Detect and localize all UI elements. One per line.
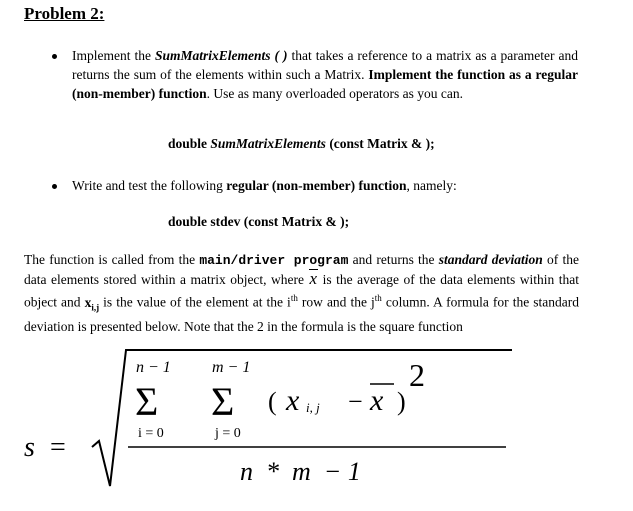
bullet1-after-name: that takes a reference to a matrix as a parameter and returns the sum of the elements within such a Matrix. [72, 48, 578, 82]
sum1-upper-limit: n − 1 [136, 359, 171, 376]
xij-base: x [84, 294, 92, 310]
code1-params: (const Matrix & ); [329, 136, 435, 151]
xij-symbol [84, 294, 100, 313]
bullet-dot-2 [52, 184, 57, 189]
para-text-3: of the data elements stored within a matrix object, where [24, 252, 579, 287]
description-paragraph [24, 250, 579, 336]
para-bold-italic: standard deviation [438, 252, 543, 267]
function-signature-stdev: double stdev (const Matrix & ); [168, 214, 350, 229]
open-paren: ( [268, 387, 277, 416]
para-text-7: column. A formula for the standard deviation is presented below. Note that the 2 in the formula is the square function [24, 294, 579, 335]
bullet-paragraph-2 [72, 176, 457, 195]
formula-subscript-ij: i, j [306, 400, 320, 415]
bullet-paragraph-1 [72, 46, 578, 103]
sum1-sigma: Σ [135, 379, 159, 424]
code1-func-name: SumMatrixElements [210, 136, 330, 151]
sum1-lower-limit: i = 0 [138, 426, 164, 441]
formula-equals: = [50, 432, 66, 463]
bullet1-intro: Implement the [72, 48, 155, 63]
bullet1-emphasis: Implement the function as a regular (non-member) function [72, 67, 578, 101]
bullet-dot-1 [52, 54, 57, 59]
bullet2-intro: Write and test the following [72, 178, 227, 193]
stdev-formula [0, 340, 633, 506]
function-signature-sum [168, 136, 435, 152]
superscript-th-2: th [374, 293, 382, 303]
formula-x: x [286, 384, 300, 417]
formula-exponent: 2 [409, 357, 425, 393]
formula-xbar: x [370, 384, 384, 417]
sum2-lower-limit: j = 0 [215, 426, 241, 441]
code1-type: double [168, 136, 211, 151]
para-text-6: row and the j [297, 294, 375, 310]
formula-minus: − [348, 387, 363, 416]
problem-title: Problem 2: [24, 4, 105, 23]
formula-svg [0, 340, 633, 506]
xij-subscript: i,j [91, 302, 100, 313]
sum2-sigma: Σ [211, 379, 235, 424]
bullet1-ending: . Use as many overloaded operators as you can. [206, 86, 464, 101]
close-paren: ) [397, 387, 406, 416]
sum2-upper-limit: m − 1 [212, 359, 251, 376]
bullet2-ending: , namely: [406, 178, 457, 193]
para-text-1: The function is called from the [24, 252, 200, 267]
xbar-symbol: x [309, 269, 318, 288]
superscript-th-1: th [290, 293, 298, 303]
para-text-5: is the value of the element at the i [99, 294, 291, 310]
formula-denominator: n * m − 1 [240, 457, 361, 486]
bullet2-emphasis: regular (non-member) function [226, 178, 407, 193]
formula-lhs: s [24, 432, 35, 463]
para-text-2: and returns the [348, 252, 439, 267]
bullet1-func-name: SumMatrixElements ( ) [154, 48, 288, 63]
para-mono-text: main/driver program [199, 253, 349, 268]
para-text-4: is the average of the data elements within that object and [24, 272, 579, 310]
